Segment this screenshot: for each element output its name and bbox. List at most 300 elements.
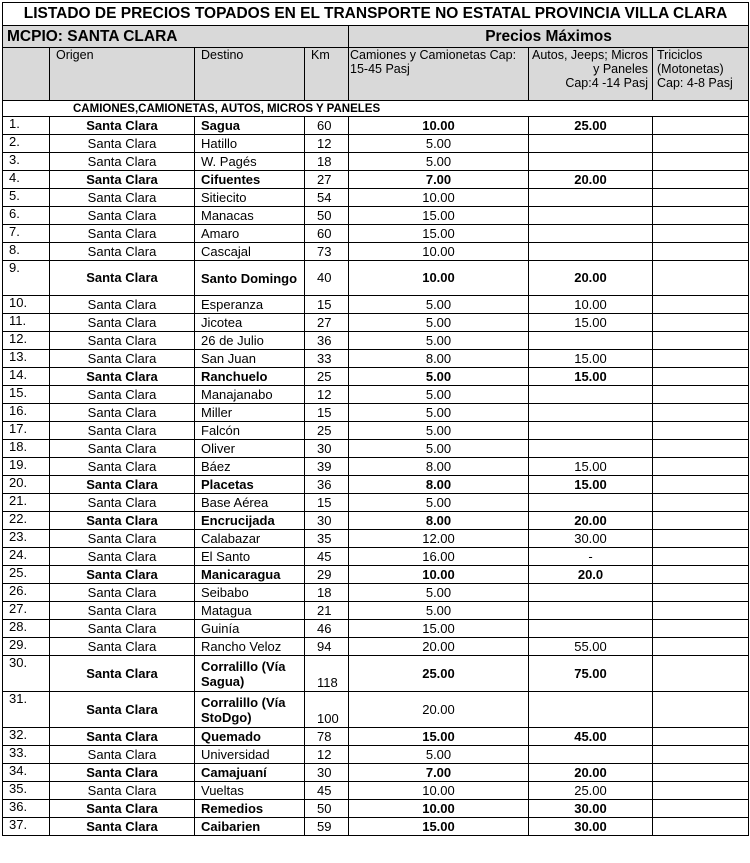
row-triciclos-price [653, 476, 749, 494]
row-triciclos-price [653, 602, 749, 620]
row-number: 21. [3, 494, 50, 512]
row-destino: Hatillo [195, 135, 305, 153]
row-triciclos-price [653, 314, 749, 332]
row-origen: Santa Clara [50, 332, 195, 350]
municipio-label: MCPIO: SANTA CLARA [3, 26, 349, 48]
row-km: 39 [305, 458, 349, 476]
row-number: 25. [3, 566, 50, 584]
row-km: 30 [305, 512, 349, 530]
row-destino: Miller [195, 404, 305, 422]
row-camiones-price: 7.00 [349, 171, 529, 189]
row-camiones-price: 20.00 [349, 692, 529, 728]
row-km: 15 [305, 404, 349, 422]
row-km: 12 [305, 746, 349, 764]
row-destino: Matagua [195, 602, 305, 620]
header-triciclos-line3: Cap: 4-8 Pasj [657, 76, 733, 90]
row-triciclos-price [653, 692, 749, 728]
row-destino: Manajanabo [195, 386, 305, 404]
row-origen: Santa Clara [50, 620, 195, 638]
row-number: 34. [3, 764, 50, 782]
row-destino: Cifuentes [195, 171, 305, 189]
row-camiones-price: 5.00 [349, 746, 529, 764]
row-number: 32. [3, 728, 50, 746]
row-camiones-price: 15.00 [349, 225, 529, 243]
row-triciclos-price [653, 620, 749, 638]
row-autos-price [529, 243, 653, 261]
row-camiones-price: 7.00 [349, 764, 529, 782]
row-triciclos-price [653, 746, 749, 764]
row-origen: Santa Clara [50, 350, 195, 368]
row-autos-price: 25.00 [529, 782, 653, 800]
header-triciclos-line1: Triciclos [657, 48, 703, 62]
row-origen: Santa Clara [50, 404, 195, 422]
row-number: 28. [3, 620, 50, 638]
row-number: 36. [3, 800, 50, 818]
row-destino: Cascajal [195, 243, 305, 261]
row-triciclos-price [653, 656, 749, 692]
row-km: 50 [305, 207, 349, 225]
table-row [3, 153, 749, 171]
row-camiones-price: 5.00 [349, 422, 529, 440]
row-km: 21 [305, 602, 349, 620]
row-origen: Santa Clara [50, 656, 195, 692]
row-autos-price: 30.00 [529, 818, 653, 836]
row-km: 15 [305, 296, 349, 314]
row-autos-price: 15.00 [529, 350, 653, 368]
row-camiones-price: 10.00 [349, 800, 529, 818]
table-row [3, 404, 749, 422]
row-number: 37. [3, 818, 50, 836]
row-triciclos-price [653, 296, 749, 314]
row-destino: Ranchuelo [195, 368, 305, 386]
row-origen: Santa Clara [50, 494, 195, 512]
row-autos-price [529, 440, 653, 458]
row-triciclos-price [653, 189, 749, 207]
row-destino: Sagua [195, 117, 305, 135]
row-destino: Corralillo (Vía Sagua) [195, 656, 305, 692]
row-camiones-price: 8.00 [349, 458, 529, 476]
table-row [3, 764, 749, 782]
row-number: 2. [3, 135, 50, 153]
row-autos-price: 20.00 [529, 764, 653, 782]
document-title: LISTADO DE PRECIOS TOPADOS EN EL TRANSPORTE NO ESTATAL PROVINCIA VILLA CLARA [3, 3, 749, 26]
row-origen: Santa Clara [50, 602, 195, 620]
row-km: 45 [305, 782, 349, 800]
row-origen: Santa Clara [50, 530, 195, 548]
row-camiones-price: 16.00 [349, 548, 529, 566]
row-number: 16. [3, 404, 50, 422]
row-camiones-price: 5.00 [349, 440, 529, 458]
row-autos-price: 55.00 [529, 638, 653, 656]
row-autos-price: 20.00 [529, 261, 653, 296]
row-number: 7. [3, 225, 50, 243]
row-destino: Calabazar [195, 530, 305, 548]
row-camiones-price: 10.00 [349, 189, 529, 207]
header-autos-line2: y Paneles [593, 62, 648, 76]
table-row [3, 458, 749, 476]
row-number: 13. [3, 350, 50, 368]
table-row [3, 189, 749, 207]
row-km: 36 [305, 332, 349, 350]
row-camiones-price: 15.00 [349, 620, 529, 638]
row-autos-price [529, 494, 653, 512]
table-row [3, 117, 749, 135]
row-triciclos-price [653, 584, 749, 602]
row-camiones-price: 5.00 [349, 153, 529, 171]
row-destino: Esperanza [195, 296, 305, 314]
row-km: 73 [305, 243, 349, 261]
row-destino: Universidad [195, 746, 305, 764]
row-camiones-price: 8.00 [349, 512, 529, 530]
table-row [3, 422, 749, 440]
row-autos-price: 20.00 [529, 171, 653, 189]
row-camiones-price: 8.00 [349, 476, 529, 494]
table-row [3, 440, 749, 458]
row-destino: Quemado [195, 728, 305, 746]
row-number: 23. [3, 530, 50, 548]
row-destino: Manacas [195, 207, 305, 225]
row-origen: Santa Clara [50, 728, 195, 746]
row-km: 29 [305, 566, 349, 584]
table-row [3, 620, 749, 638]
row-origen: Santa Clara [50, 692, 195, 728]
table-row [3, 386, 749, 404]
header-triciclos [653, 48, 749, 101]
row-triciclos-price [653, 225, 749, 243]
row-triciclos-price [653, 135, 749, 153]
row-autos-price: 20.0 [529, 566, 653, 584]
row-number: 5. [3, 189, 50, 207]
row-origen: Santa Clara [50, 638, 195, 656]
row-number: 27. [3, 602, 50, 620]
table-row [3, 692, 749, 728]
row-origen: Santa Clara [50, 225, 195, 243]
row-origen: Santa Clara [50, 171, 195, 189]
table-row [3, 135, 749, 153]
row-autos-price: 20.00 [529, 512, 653, 530]
row-km: 45 [305, 548, 349, 566]
row-number: 33. [3, 746, 50, 764]
row-origen: Santa Clara [50, 800, 195, 818]
header-autos-line1: Autos, Jeeps; Micros [531, 48, 648, 62]
table-row [3, 368, 749, 386]
table-row [3, 225, 749, 243]
table-row [3, 638, 749, 656]
row-camiones-price: 5.00 [349, 602, 529, 620]
row-camiones-price: 15.00 [349, 728, 529, 746]
row-destino: Guinía [195, 620, 305, 638]
row-km: 46 [305, 620, 349, 638]
row-km: 118 [305, 656, 349, 692]
row-autos-price: 75.00 [529, 656, 653, 692]
row-km: 25 [305, 422, 349, 440]
table-row [3, 207, 749, 225]
row-autos-price [529, 386, 653, 404]
row-destino: Vueltas [195, 782, 305, 800]
row-triciclos-price [653, 764, 749, 782]
row-camiones-price: 5.00 [349, 135, 529, 153]
row-destino: Santo Domingo [195, 261, 305, 296]
row-number: 17. [3, 422, 50, 440]
row-autos-price [529, 692, 653, 728]
row-origen: Santa Clara [50, 243, 195, 261]
table-row [3, 548, 749, 566]
row-origen: Santa Clara [50, 314, 195, 332]
row-number: 18. [3, 440, 50, 458]
row-km: 12 [305, 135, 349, 153]
row-number: 9. [3, 261, 50, 296]
row-origen: Santa Clara [50, 584, 195, 602]
row-destino: El Santo [195, 548, 305, 566]
table-row [3, 350, 749, 368]
row-autos-price: 30.00 [529, 530, 653, 548]
row-origen: Santa Clara [50, 764, 195, 782]
row-number: 11. [3, 314, 50, 332]
row-autos-price [529, 746, 653, 764]
row-number: 24. [3, 548, 50, 566]
row-km: 27 [305, 314, 349, 332]
row-triciclos-price [653, 512, 749, 530]
row-origen: Santa Clara [50, 261, 195, 296]
table-row [3, 261, 749, 296]
row-km: 15 [305, 494, 349, 512]
row-triciclos-price [653, 800, 749, 818]
row-autos-price [529, 225, 653, 243]
row-origen: Santa Clara [50, 189, 195, 207]
row-autos-price: 15.00 [529, 458, 653, 476]
row-km: 35 [305, 530, 349, 548]
table-row [3, 728, 749, 746]
row-origen: Santa Clara [50, 548, 195, 566]
row-origen: Santa Clara [50, 476, 195, 494]
row-origen: Santa Clara [50, 782, 195, 800]
row-camiones-price: 5.00 [349, 332, 529, 350]
row-autos-price: 15.00 [529, 476, 653, 494]
row-autos-price: 15.00 [529, 368, 653, 386]
table-row [3, 584, 749, 602]
row-destino: Camajuaní [195, 764, 305, 782]
row-triciclos-price [653, 818, 749, 836]
column-header-row [3, 48, 749, 101]
title-row [3, 3, 749, 26]
row-number: 30. [3, 656, 50, 692]
table-row [3, 296, 749, 314]
row-camiones-price: 5.00 [349, 314, 529, 332]
row-triciclos-price [653, 243, 749, 261]
row-km: 59 [305, 818, 349, 836]
header-num [3, 48, 50, 101]
row-origen: Santa Clara [50, 566, 195, 584]
row-destino: Encrucijada [195, 512, 305, 530]
header-camiones: Camiones y Camionetas Cap: 15-45 Pasj [349, 48, 529, 101]
row-km: 12 [305, 386, 349, 404]
table-row [3, 332, 749, 350]
header-destino: Destino [195, 48, 305, 101]
table-row [3, 314, 749, 332]
row-triciclos-price [653, 638, 749, 656]
table-row [3, 512, 749, 530]
row-destino: Manicaragua [195, 566, 305, 584]
row-destino: 26 de Julio [195, 332, 305, 350]
row-origen: Santa Clara [50, 117, 195, 135]
row-number: 31. [3, 692, 50, 728]
row-km: 94 [305, 638, 349, 656]
row-km: 54 [305, 189, 349, 207]
row-camiones-price: 10.00 [349, 261, 529, 296]
row-triciclos-price [653, 548, 749, 566]
table-row [3, 602, 749, 620]
row-autos-price [529, 620, 653, 638]
header-autos-line3: Cap:4 -14 Pasj [565, 76, 648, 90]
row-autos-price: 25.00 [529, 117, 653, 135]
row-triciclos-price [653, 332, 749, 350]
row-autos-price: 15.00 [529, 314, 653, 332]
row-triciclos-price [653, 458, 749, 476]
row-destino: Sitiecito [195, 189, 305, 207]
row-camiones-price: 20.00 [349, 638, 529, 656]
row-origen: Santa Clara [50, 422, 195, 440]
row-autos-price [529, 332, 653, 350]
table-row [3, 746, 749, 764]
row-camiones-price: 5.00 [349, 386, 529, 404]
table-row [3, 566, 749, 584]
row-camiones-price: 8.00 [349, 350, 529, 368]
row-origen: Santa Clara [50, 386, 195, 404]
row-number: 19. [3, 458, 50, 476]
row-km: 60 [305, 225, 349, 243]
municipio-row [3, 26, 749, 48]
row-camiones-price: 5.00 [349, 296, 529, 314]
row-triciclos-price [653, 422, 749, 440]
row-number: 22. [3, 512, 50, 530]
row-autos-price [529, 602, 653, 620]
table-row [3, 494, 749, 512]
row-triciclos-price [653, 171, 749, 189]
row-camiones-price: 5.00 [349, 584, 529, 602]
row-km: 60 [305, 117, 349, 135]
row-destino: Remedios [195, 800, 305, 818]
table-row [3, 476, 749, 494]
row-triciclos-price [653, 440, 749, 458]
category-label: CAMIONES,CAMIONETAS, AUTOS, MICROS Y PANELES [3, 101, 749, 117]
row-number: 14. [3, 368, 50, 386]
row-destino: San Juan [195, 350, 305, 368]
row-camiones-price: 5.00 [349, 368, 529, 386]
row-triciclos-price [653, 404, 749, 422]
row-number: 26. [3, 584, 50, 602]
row-number: 1. [3, 117, 50, 135]
row-autos-price: 45.00 [529, 728, 653, 746]
row-destino: Rancho Veloz [195, 638, 305, 656]
row-camiones-price: 10.00 [349, 243, 529, 261]
row-km: 25 [305, 368, 349, 386]
precios-maximos-label: Precios Máximos [349, 26, 749, 48]
row-origen: Santa Clara [50, 440, 195, 458]
row-triciclos-price [653, 494, 749, 512]
row-number: 6. [3, 207, 50, 225]
row-triciclos-price [653, 261, 749, 296]
row-origen: Santa Clara [50, 153, 195, 171]
row-triciclos-price [653, 530, 749, 548]
row-number: 12. [3, 332, 50, 350]
row-origen: Santa Clara [50, 458, 195, 476]
row-origen: Santa Clara [50, 207, 195, 225]
table-row [3, 171, 749, 189]
header-origen: Origen [50, 48, 195, 101]
row-destino: Placetas [195, 476, 305, 494]
row-km: 50 [305, 800, 349, 818]
row-autos-price: - [529, 548, 653, 566]
table-row [3, 243, 749, 261]
row-number: 4. [3, 171, 50, 189]
row-origen: Santa Clara [50, 368, 195, 386]
row-km: 100 [305, 692, 349, 728]
row-camiones-price: 5.00 [349, 494, 529, 512]
header-triciclos-line2: (Motonetas) [657, 62, 724, 76]
row-origen: Santa Clara [50, 135, 195, 153]
row-camiones-price: 10.00 [349, 782, 529, 800]
table-row [3, 800, 749, 818]
row-autos-price: 10.00 [529, 296, 653, 314]
table-row [3, 818, 749, 836]
row-destino: Amaro [195, 225, 305, 243]
price-table [2, 2, 749, 836]
row-camiones-price: 25.00 [349, 656, 529, 692]
row-km: 27 [305, 171, 349, 189]
row-camiones-price: 15.00 [349, 207, 529, 225]
row-triciclos-price [653, 728, 749, 746]
row-km: 18 [305, 584, 349, 602]
row-number: 3. [3, 153, 50, 171]
row-triciclos-price [653, 207, 749, 225]
table-row [3, 530, 749, 548]
row-autos-price [529, 404, 653, 422]
row-camiones-price: 5.00 [349, 404, 529, 422]
row-triciclos-price [653, 350, 749, 368]
row-number: 35. [3, 782, 50, 800]
row-camiones-price: 12.00 [349, 530, 529, 548]
row-km: 33 [305, 350, 349, 368]
row-destino: W. Pagés [195, 153, 305, 171]
row-triciclos-price [653, 368, 749, 386]
row-number: 8. [3, 243, 50, 261]
row-destino: Seibabo [195, 584, 305, 602]
row-autos-price [529, 422, 653, 440]
row-km: 40 [305, 261, 349, 296]
row-destino: Base Aérea [195, 494, 305, 512]
row-destino: Báez [195, 458, 305, 476]
row-triciclos-price [653, 153, 749, 171]
row-number: 10. [3, 296, 50, 314]
row-autos-price [529, 584, 653, 602]
row-number: 29. [3, 638, 50, 656]
row-autos-price [529, 153, 653, 171]
row-triciclos-price [653, 566, 749, 584]
row-triciclos-price [653, 386, 749, 404]
row-autos-price [529, 207, 653, 225]
row-origen: Santa Clara [50, 818, 195, 836]
row-km: 18 [305, 153, 349, 171]
row-triciclos-price [653, 782, 749, 800]
row-origen: Santa Clara [50, 512, 195, 530]
category-row [3, 101, 749, 117]
row-origen: Santa Clara [50, 746, 195, 764]
row-destino: Jicotea [195, 314, 305, 332]
row-destino: Falcón [195, 422, 305, 440]
row-camiones-price: 10.00 [349, 117, 529, 135]
row-km: 30 [305, 440, 349, 458]
row-number: 15. [3, 386, 50, 404]
